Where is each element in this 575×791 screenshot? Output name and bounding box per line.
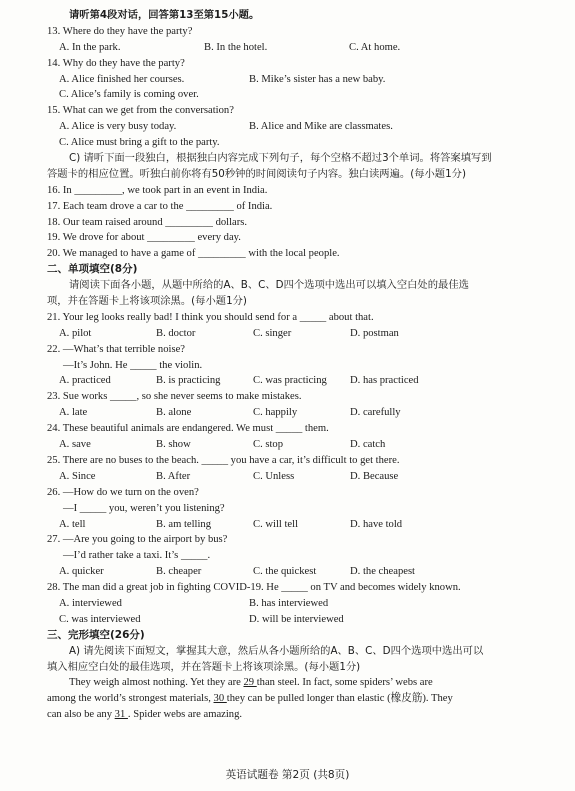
q23-options [47, 405, 531, 421]
fill-17: 17. Each team drove a car to the _________ of India. [47, 200, 273, 212]
q23-stem: 23. Sue works _____, so she never seems to make mistakes. [47, 391, 302, 403]
fill-16: 16. In _________, we took part in an event in India. [47, 184, 268, 196]
section-c-instruction-2: 答题卡的相应位置。听独白前你将有50秒钟的时间阅读句子内容。独白读两遍。(每小题1分) [47, 167, 466, 180]
q13-option-c: C. At home. [349, 41, 401, 53]
passage-line-2 [47, 691, 531, 707]
fill-18: 18. Our team raised around _________ dollars. [47, 216, 248, 228]
part3-instruction-2: 填入相应空白处的最佳选项，并在答题卡上将该项涂黑。(每小题1分) [47, 660, 361, 673]
q26-options [47, 517, 531, 533]
q14-stem: 14. Why do they have the party? [47, 57, 185, 69]
q24-stem: 24. These beautiful animals are endangered. We must _____ them. [47, 423, 329, 435]
passage-text: can also be any [47, 709, 115, 721]
q22-option-b: B. is practicing [156, 375, 221, 387]
blank-29: 29 [243, 677, 257, 689]
section-c-instruction-1: C) 请听下面一段独白，根据独白内容完成下列句子，每个空格不超过3个单词。将答案填写到 [69, 152, 492, 165]
page-footer: 英语试题卷 第2页 (共8页) [225, 769, 350, 781]
q14-options [47, 72, 531, 88]
q22-stem-2: —It’s John. He _____ the violin. [63, 359, 203, 371]
q27-option-a: A. quicker [59, 566, 104, 578]
q14-option-a: A. Alice finished her courses. [59, 73, 185, 85]
q13-option-a: A. In the park. [59, 41, 121, 53]
q22-option-d: D. has practiced [350, 375, 419, 387]
q28-option-a: A. interviewed [59, 597, 122, 609]
q27-stem-2: —I’d rather take a taxi. It’s _____. [63, 550, 211, 562]
part3-title: 三、完形填空(26分) [47, 628, 145, 641]
blank-30: 30 [213, 693, 227, 705]
q25-option-d: D. Because [350, 470, 399, 482]
q28-options [47, 596, 531, 612]
q24-options [47, 437, 531, 453]
q26-option-a: A. tell [59, 518, 86, 530]
q13-options [47, 40, 531, 56]
q23-option-d: D. carefully [350, 407, 401, 419]
q21-options [47, 326, 531, 342]
part3-instruction-1: A) 请先阅读下面短文，掌握其大意，然后从各小题所给的A、B、C、D四个选项中选出可以 [69, 644, 484, 657]
q24-option-c: C. stop [253, 439, 284, 451]
q21-option-a: A. pilot [59, 327, 92, 339]
q15-options-2 [47, 135, 531, 151]
passage-text: they can be pulled longer than elastic (橡皮筋). They [226, 693, 453, 705]
q21-stem: 21. Your leg looks really bad! I think you should send for a _____ about that. [47, 311, 374, 323]
part2-instruction-2: 项，并在答题卡上将该项涂黑。(每小题1分) [47, 295, 247, 308]
q21-option-c: C. singer [253, 327, 292, 339]
q15-stem: 15. What can we get from the conversation? [47, 105, 234, 117]
passage-text: . Spider webs are amazing. [127, 709, 243, 721]
q13-stem: 13. Where do they have the party? [47, 25, 193, 37]
q13-option-b: B. In the hotel. [204, 41, 268, 53]
q14-option-b: B. Mike’s sister has a new baby. [249, 73, 386, 85]
q27-option-d: D. the cheapest [350, 566, 416, 578]
fill-20: 20. We managed to have a game of _________ with the local people. [47, 248, 340, 260]
q25-options [47, 469, 531, 485]
listening-header: 请听第4段对话，回答第13至第15小题。 [69, 9, 260, 21]
q22-option-c: C. was practicing [253, 375, 327, 387]
blank-31: 31 [114, 709, 128, 721]
q24-option-b: B. show [156, 439, 191, 451]
q26-stem-2: —I _____ you, weren’t you listening? [63, 502, 225, 514]
passage-line-1 [47, 675, 531, 691]
q14-options-2 [47, 87, 531, 103]
q26-option-b: B. am telling [156, 518, 212, 530]
q15-options [47, 119, 531, 135]
q26-stem: 26. —How do we turn on the oven? [47, 486, 199, 498]
q27-option-b: B. cheaper [156, 566, 202, 578]
q14-option-c: C. Alice’s family is coming over. [59, 89, 199, 101]
q28-options-2 [47, 612, 531, 628]
passage-text: than steel. In fact, some spiders’ webs are [256, 677, 433, 689]
q27-option-c: C. the quickest [253, 566, 317, 578]
q28-option-b: B. has interviewed [249, 597, 329, 609]
q21-option-d: D. postman [350, 327, 399, 339]
passage-text: They weigh almost nothing. Yet they are [69, 677, 244, 689]
q24-option-d: D. catch [350, 439, 386, 451]
part2-instruction-1: 请阅读下面各小题，从题中所给的A、B、C、D四个选项中选出可以填入空白处的最佳选 [69, 279, 469, 292]
q27-options [47, 564, 531, 580]
q15-option-a: A. Alice is very busy today. [59, 121, 177, 133]
q25-stem: 25. There are no buses to the beach. _____ you have a car, it’s difficult to get there. [47, 454, 400, 466]
q25-option-a: A. Since [59, 470, 96, 482]
fill-19: 19. We drove for about _________ every day. [47, 232, 241, 244]
q15-option-b: B. Alice and Mike are classmates. [249, 121, 393, 133]
q15-option-c: C. Alice must bring a gift to the party. [59, 137, 220, 149]
passage-line-3 [47, 707, 531, 723]
q26-option-c: C. will tell [253, 518, 299, 530]
q23-option-c: C. happily [253, 407, 298, 419]
q23-option-a: A. late [59, 407, 88, 419]
q26-option-d: D. have told [350, 518, 403, 530]
q23-option-b: B. alone [156, 407, 192, 419]
q21-option-b: B. doctor [156, 327, 196, 339]
q28-option-c: C. was interviewed [59, 613, 141, 625]
q27-stem: 27. —Are you going to the airport by bus? [47, 534, 228, 546]
q22-option-a: A. practiced [59, 375, 111, 387]
q24-option-a: A. save [59, 439, 91, 451]
q22-options [47, 373, 531, 389]
q22-stem: 22. —What’s that terrible noise? [47, 343, 185, 355]
part2-title: 二、单项填空(8分) [47, 263, 138, 276]
q25-option-b: B. After [156, 470, 191, 482]
passage-text: among the world’s strongest materials, [47, 693, 214, 705]
q28-option-d: D. will be interviewed [249, 613, 344, 625]
q25-option-c: C. Unless [253, 470, 295, 482]
q28-stem: 28. The man did a great job in fighting COVID-19. He _____ on TV and becomes widely known. [47, 582, 461, 594]
